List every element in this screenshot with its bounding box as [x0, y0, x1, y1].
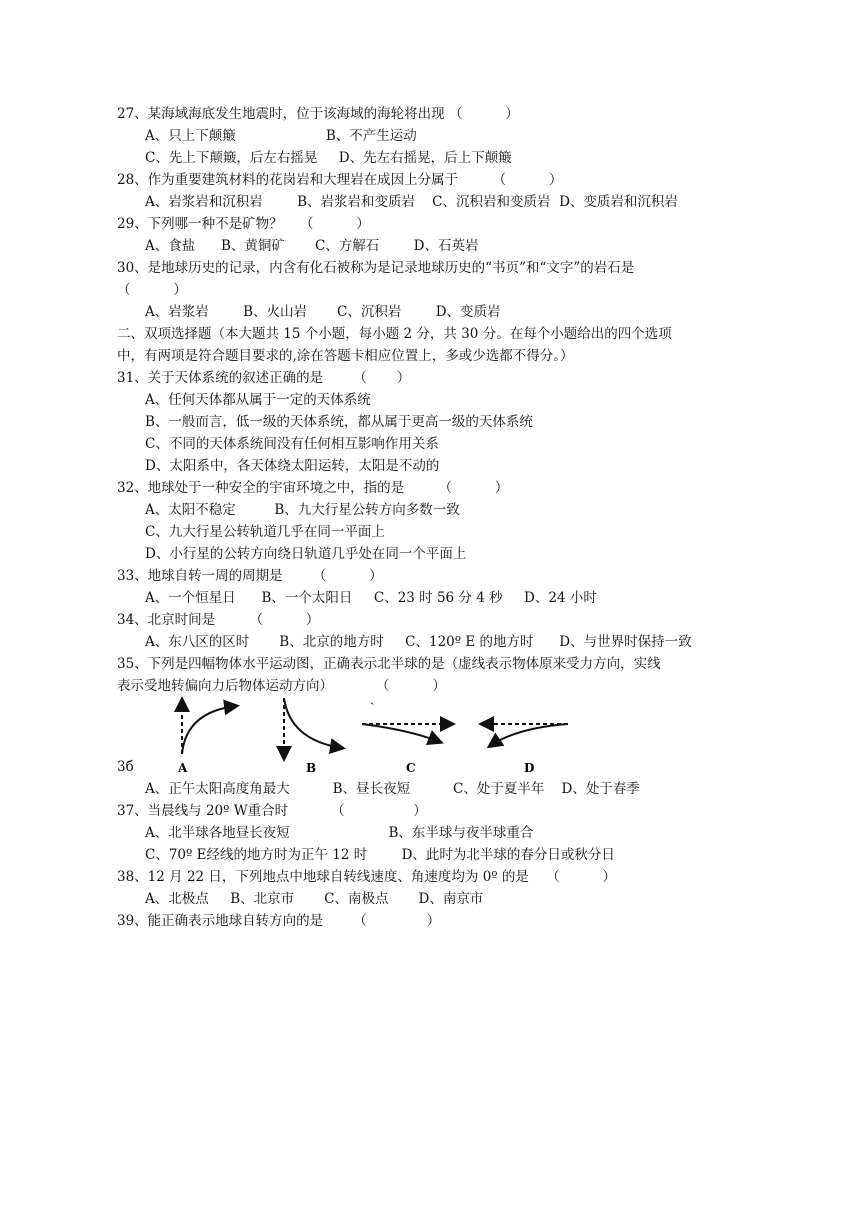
diagram-a — [177, 700, 236, 775]
q27-options-cd: C、先上下颠簸，后左右摇晃 D、先左右摇晃，后上下颠簸 — [145, 150, 512, 166]
diagram-b-label: B — [306, 761, 317, 775]
q30-answer-blank: （ ） — [117, 282, 187, 298]
question-31: 31、关于天体系统的叙述正确的是 （ ） — [117, 370, 411, 386]
q32-option-c: C、九大行星公转轨道几乎在同一平面上 — [145, 524, 385, 540]
question-38: 38、12 月 22 日，下列地点中地球自转线速度、角速度均为 0º 的是 （ ） — [117, 869, 617, 885]
diagram-a-label: A — [178, 761, 188, 775]
q31-option-d: D、太阳系中，各天体绕太阳运转，太阳是不动的 — [145, 458, 440, 474]
q32-option-d: D、小行星的公转方向绕日轨道几乎处在同一个平面上 — [145, 546, 467, 562]
stray-mark: ˎ — [370, 692, 374, 705]
question-32: 32、地球处于一种安全的宇宙环境之中，指的是 （ ） — [117, 480, 509, 496]
q28-options: A、岩浆岩和沉积岩 B、岩浆岩和变质岩 C、沉积岩和变质岩 D、变质岩和沉积岩 — [145, 194, 678, 210]
diagram-c-label: C — [406, 761, 416, 775]
motion-diagrams-figure — [160, 692, 580, 782]
q31-option-b: B、一般而言，低一级的天体系统，都从属于更高一级的天体系统 — [145, 414, 533, 430]
question-36-number: 3б — [117, 759, 134, 775]
q32-options-ab: A、太阳不稳定 B、九大行星公转方向多数一致 — [145, 502, 460, 518]
diagram-d-label: D — [524, 761, 535, 775]
diagram-b — [284, 698, 342, 775]
question-34: 34、北京时间是 （ ） — [117, 612, 320, 628]
section-heading: 二、双项选择题（本大题共 15 个小题，每小题 2 分，共 30 分。在每个小题给出的四个选项 — [117, 326, 672, 342]
diagram-c — [362, 692, 452, 775]
q30-options: A、岩浆岩 B、火山岩 C、沉积岩 D、变质岩 — [145, 304, 501, 320]
q31-option-c: C、不同的天体系统间没有任何相互影响作用关系 — [145, 436, 439, 452]
question-35-cont: 表示受地转偏向力后物体运动方向） （ ） — [117, 678, 446, 694]
q37-options-cd: C、70º E经线的地方时为正午 12 时 D、此时为北半球的春分日或秋分日 — [145, 847, 615, 863]
q37-options-ab: A、北半球各地昼长夜短 B、东半球与夜半球重合 — [145, 825, 534, 841]
question-28: 28、作为重要建筑材料的花岗岩和大理岩在成因上分属于 （ ） — [117, 172, 563, 188]
question-30: 30、是地球历史的记录，内含有化石被称为是记录地球历史的“书页”和“文字”的岩石是 — [117, 260, 635, 276]
question-39: 39、能正确表示地球自转方向的是 （ ） — [117, 913, 441, 929]
question-35: 35、下列是四幅物体水平运动图，正确表示北半球的是（虚线表示物体原来受力方向，实线 — [117, 656, 661, 672]
q34-options: A、东八区的区时 B、北京的地方时 C、120º E 的地方时 D、与世界时保持一致 — [145, 634, 692, 650]
q31-option-a: A、任何天体都从属于一定的天体系统 — [145, 392, 371, 408]
question-27: 27、某海域海底发生地震时，位于该海域的海轮将出现 （ ） — [117, 106, 519, 122]
question-37: 37、当晨线与 20º W重合时 （ ） — [117, 803, 427, 819]
q38-options: A、北极点 B、北京市 C、南极点 D、南京市 — [145, 891, 484, 907]
question-33: 33、地球自转一周的周期是 （ ） — [117, 568, 383, 584]
question-29: 29、下列哪一种不是矿物？ （ ） — [117, 216, 370, 232]
q27-options-ab: A、只上下颠簸 B、不产生运动 — [145, 128, 417, 144]
q33-options: A、一个恒星日 B、一个太阳日 C、23 时 56 分 4 秒 D、24 小时 — [145, 590, 597, 606]
diagram-d — [482, 724, 568, 775]
q29-options: A、食盐 B、黄铜矿 C、方解石 D、石英岩 — [145, 238, 479, 254]
section-instructions: 中，有两项是符合题目要求的,涂在答题卡相应位置上，多或少选都不得分。） — [117, 348, 574, 364]
q36-options: A、正午太阳高度角最大 B、昼长夜短 C、处于夏半年 D、处于春季 — [145, 781, 640, 797]
